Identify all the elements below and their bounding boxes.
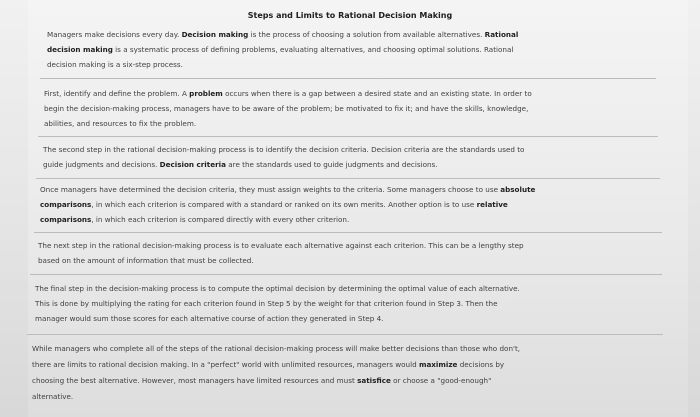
paragraph-step-1 xyxy=(44,86,532,131)
text-line: guide judgments and decisions. Decision criteria are the standards used to guide judgments and decisions. xyxy=(43,160,438,169)
text-line: First, identify and define the problem. A problem occurs when there is a gap between a desired state and an existing state. In order to xyxy=(44,89,532,98)
text-line: choosing the best alternative. However, most managers have limited resources and must satisfice or choose a "good-enough" xyxy=(32,376,492,385)
paragraph-step-3 xyxy=(40,182,535,227)
text-line: alternative. xyxy=(32,392,74,401)
section-divider xyxy=(30,274,662,275)
section-divider xyxy=(36,178,660,179)
text-line: based on the amount of information that must be collected. xyxy=(38,256,254,265)
section-divider xyxy=(27,334,663,335)
text-line: decision making is a systematic process of defining problems, evaluating alternatives, and choosing optimal solutions. Rational xyxy=(47,45,514,54)
text-line: Managers make decisions every day. Decision making is the process of choosing a solution from available alternatives. Rational xyxy=(47,30,519,39)
text-line: decision making is a six-step process. xyxy=(47,60,183,69)
text-line: This is done by multiplying the rating for each criterion found in Step 5 by the weight for that criterion found in Step 3. Then the xyxy=(35,299,498,308)
text-line: The final step in the decision-making process is to compute the optimal decision by determining the optimal value of each alternative. xyxy=(35,284,520,293)
section-divider xyxy=(34,232,662,233)
text-line: comparisons, in which each criterion is compared with a standard or ranked on its own merits. Another option is to use relative xyxy=(40,200,508,209)
paragraph-step-5 xyxy=(35,281,520,326)
text-line: The second step in the rational decision-making process is to identify the decision criteria. Decision criteria are the standards used to xyxy=(43,145,525,154)
text-line: comparisons, in which each criterion is compared directly with every other criterion. xyxy=(40,215,350,224)
section-divider xyxy=(38,136,658,137)
text-line: Once managers have determined the decision criteria, they must assign weights to the criteria. Some managers choose to use absolute xyxy=(40,185,536,194)
text-line: manager would sum those scores for each alternative course of action they generated in Step 4. xyxy=(35,314,384,323)
text-line: begin the decision-making process, managers have to be aware of the problem; be motivated to fix it; and have the skills, knowledge, xyxy=(44,104,529,113)
page-title: Steps and Limits to Rational Decision Making xyxy=(247,11,453,20)
text-line: While managers who complete all of the steps of the rational decision-making process will make better decisions than those who don't, xyxy=(32,344,521,353)
text-line: abilities, and resources to fix the problem. xyxy=(44,119,197,128)
paragraph-limits xyxy=(32,341,520,405)
paragraph-intro xyxy=(47,27,518,72)
text-line: The next step in the rational decision-making process is to evaluate each alternative against each criterion. This can be a lengthy step xyxy=(38,241,524,250)
section-divider xyxy=(40,78,656,79)
text-line: there are limits to rational decision making. In a "perfect" world with unlimited resources, managers would maximize decisions by xyxy=(32,360,505,369)
paragraph-step-4 xyxy=(38,238,524,268)
paragraph-step-2 xyxy=(43,142,524,172)
